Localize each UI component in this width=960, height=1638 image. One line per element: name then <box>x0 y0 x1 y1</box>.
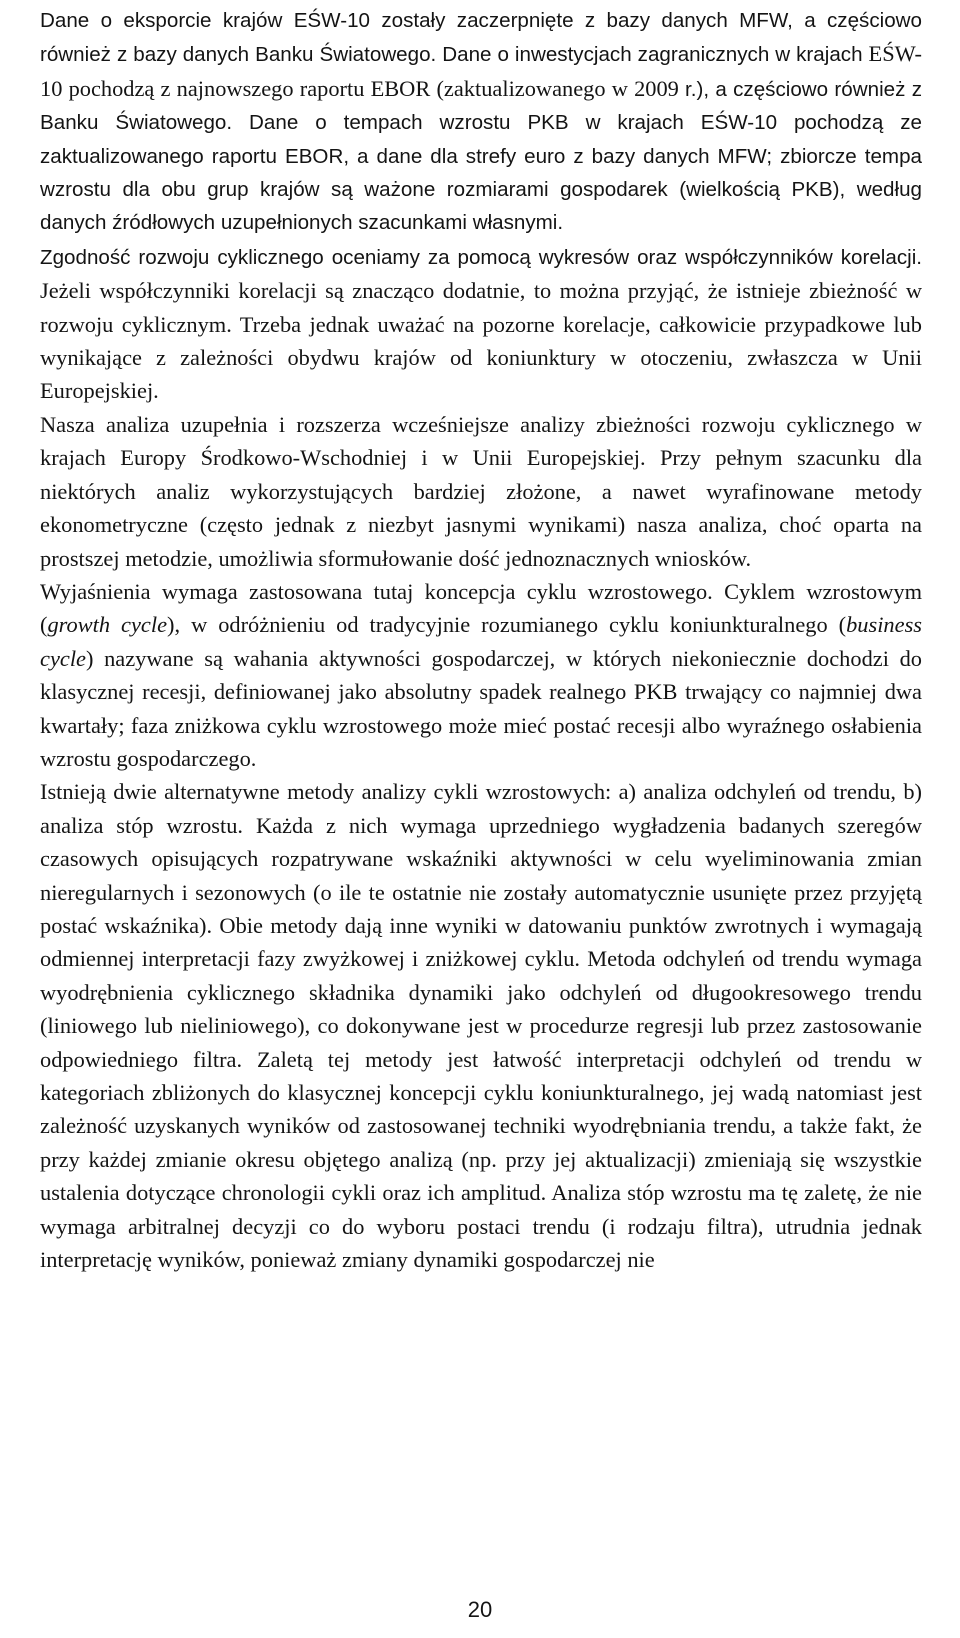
paragraph-1-part-3: r.), a częściowo również z Banku Światowego. Dane o tempach wzrostu PKB w krajach EŚW-10 pochodzą ze zaktualizowanego raportu EBOR, a dane dla strefy euro z bazy danych MFW; zbiorcze tempa wzrostu dla obu grup krajów są ważone rozmiarami gospodarek (wielkością PKB), według danych źródłowych uzupełnionych szacunkami własnymi. <box>40 77 922 235</box>
paragraph-2-part-1: Zgodność rozwoju cyklicznego oceniamy za pomocą wykresów oraz współczynników korelacji. <box>40 245 922 269</box>
paragraph-4-part-2: ), w odróżnieniu od tradycyjnie rozumianego cyklu koniunkturalnego ( <box>167 612 847 638</box>
paragraph-2-part-2: Jeżeli współczynniki korelacji są znacząco dodatnie, to można przyjąć, że istnieje zbieżność w rozwoju cyklicznym. Trzeba jednak uważać na pozorne korelacje, całkowicie przypadkowe lub wynikające z zależności obydwu krajów od koniunktury w otoczeniu, zwłaszcza w Unii Europejskiej. <box>40 278 922 404</box>
page-number: 20 <box>467 1597 493 1622</box>
paragraph-growth-cycle <box>40 575 922 775</box>
paragraph-data-sources <box>40 4 922 240</box>
paragraph-4-part-3: ) nazywane są wahania aktywności gospodarczej, w których niekoniecznie dochodzi do klasycznej recesji, definiowanej jako absolutny spadek realnego PKB trwający co najmniej dwa kwartały; faza zniżkowa cyklu wzrostowego może mieć postać recesji albo wyraźnego osłabienia wzrostu gospodarczego. <box>40 645 922 771</box>
term-business-cycle: business cycle <box>40 612 922 671</box>
paragraph-correlation <box>40 240 922 408</box>
paragraph-1-part-1: Dane o eksporcie krajów EŚW-10 zostały zaczerpnięte z bazy danych MFW, a częściowo również z bazy danych Banku Światowego. Dane o inwestycjach zagranicznych w krajach <box>40 9 922 67</box>
paragraph-analysis-scope: Nasza analiza uzupełnia i rozszerza wcześniejsze analizy zbieżności rozwoju cyklicznego w krajach Europy Środkowo-Wschodniej i w Unii Europejskiej. Przy pełnym szacunku dla niektórych analiz wykorzystujących bardziej złożone, a nawet wyrafinowane metody ekonometryczne (często jednak z niezbyt jasnymi wynikami) nasza analiza, choć oparta na prostszej metodzie, umożliwia sformułowanie dość jednoznacznych wniosków. <box>40 411 922 571</box>
paragraph-4-part-1: Wyjaśnienia wymaga zastosowana tutaj koncepcja cyklu wzrostowego. Cyklem wzrostowym ( <box>40 578 922 638</box>
body-text <box>40 4 922 1276</box>
term-growth-cycle: growth cycle <box>47 612 168 638</box>
paragraph-methods: Istnieją dwie alternatywne metody analizy cykli wzrostowych: a) analiza odchyleń od trendu, b) analiza stóp wzrostu. Każda z nich wymaga uprzedniego wygładzenia badanych szeregów czasowych opisujących rozpatrywane wskaźniki aktywności w celu wyeliminowania zmian nieregularnych i sezonowych (o ile te ostatnie nie zostały automatycznie usunięte przez przyjętą postać wskaźnika). Obie metody dają inne wyniki w datowaniu punktów zwrotnych i wymagają odmiennej interpretacji fazy zwyżkowej i zniżkowej cyklu. Metoda odchyleń od trendu wymaga wyodrębnienia cyklicznego składnika dynamiki jako odchyleń od długookresowego trendu (liniowego lub nieliniowego), co dokonywane jest w procedurze regresji lub przez zastosowanie odpowiedniego filtra. Zaletą tej metody jest łatwość interpretacji odchyleń od trendu w kategoriach zbliżonych do klasycznej koncepcji cyklu koniunkturalnego, jej wadą natomiast jest zależność uzyskanych wyników od zastosowanej techniki wyodrębniania trendu, a także fakt, że przy każdej zmianie okresu objętego analizą (np. przy jej aktualizacji) zmieniają się wszystkie ustalenia dotyczące chronologii cykli oraz ich amplitud. Analiza stóp wzrostu ma tę zaletę, że nie wymaga arbitralnej decyzji co do wyboru postaci trendu (i rodzaju filtra), utrudnia jednak interpretację wyników, ponieważ zmiany dynamiki gospodarczej nie <box>40 779 922 1273</box>
paragraph-1-part-2: EŚW-10 pochodzą z najnowszego raportu EBOR (zaktualizowanego w 2009 <box>40 41 922 101</box>
